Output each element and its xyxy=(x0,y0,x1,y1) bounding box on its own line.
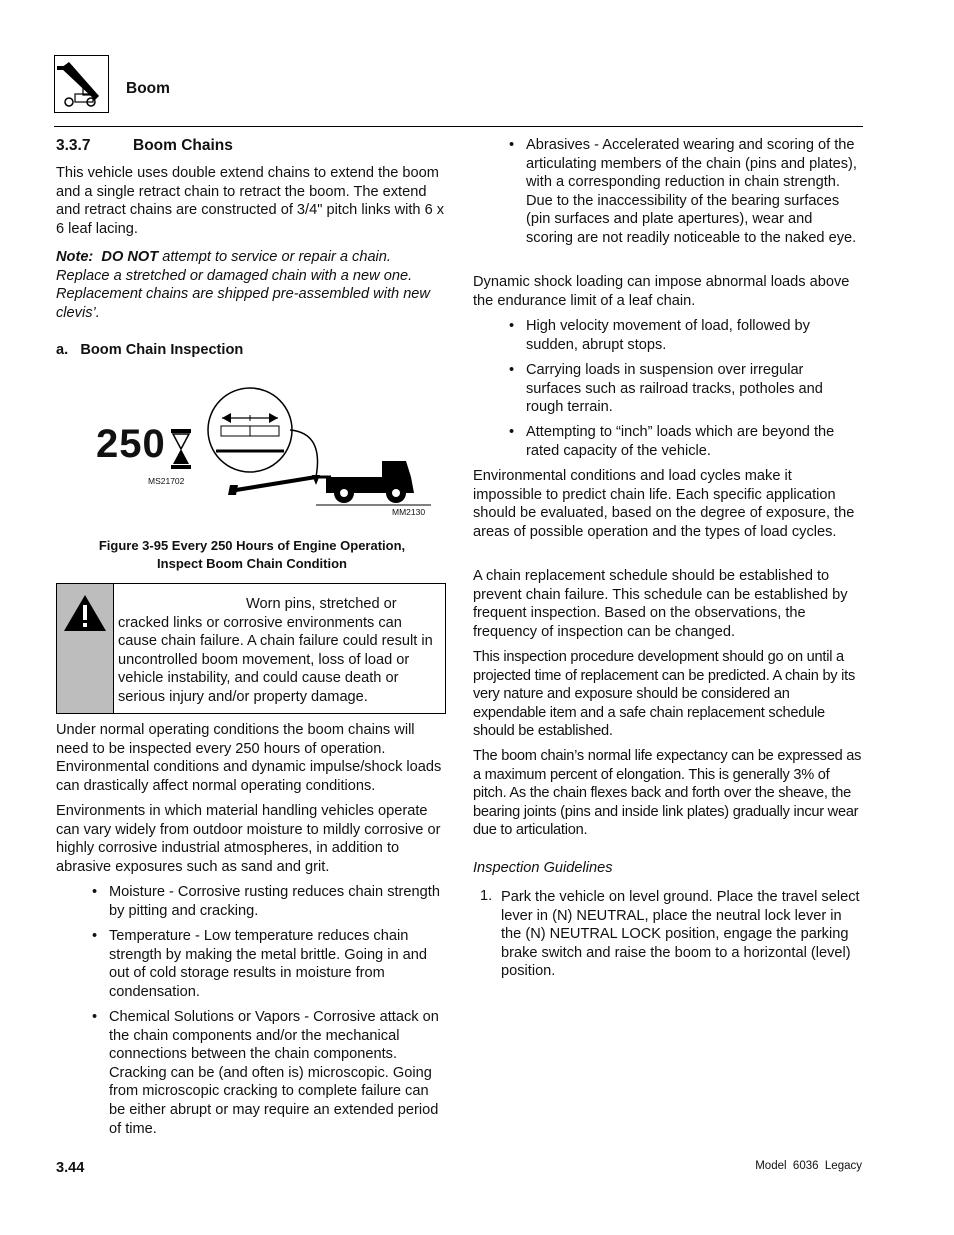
bullet-dot: • xyxy=(509,318,515,334)
boom-section-icon xyxy=(54,55,109,113)
procedure-paragraph: This inspection procedure development should go on until a projected time of replacement can be predicted. A chain by its very nature and exposure should be considered an expendable item and a safe chain replacement schedule should be established. xyxy=(473,649,856,740)
page-number: 3.44 xyxy=(56,1160,85,1176)
bullet-temperature xyxy=(92,927,447,1001)
bullet-dot: • xyxy=(509,424,515,440)
hours-label: 250 xyxy=(96,422,166,466)
note-do-not: DO NOT xyxy=(101,249,159,265)
bullet-dot: • xyxy=(509,362,515,378)
figure-caption-line-2: Inspect Boom Chain Condition xyxy=(157,555,347,571)
figure-caption-line-1: Figure 3-95 Every 250 Hours of Engine Operation, xyxy=(98,538,406,553)
note-label: Note: xyxy=(56,249,94,265)
header-title: Boom xyxy=(126,80,170,97)
warning-text: Worn pins, stretched or cracked links or corrosive environments can cause chain failure. A chain failure could result in uncontrolled boom movement, loss of load or vehicle instability, and could cause death or serious injury and/or property damage. xyxy=(118,596,433,705)
bullet-high-velocity-text: High velocity movement of load, followed by sudden, abrupt stops. xyxy=(526,318,810,353)
section-title: Boom Chains xyxy=(133,137,233,154)
environments-paragraph: Environments in which material handling vehicles operate can vary widely from outdoor moisture to mildly corrosive or highly corrosive industrial atmospheres, in addition to abrasive exposures such as sand and grit. xyxy=(56,803,441,875)
bullet-dot: • xyxy=(92,884,98,900)
chain-inspection-drawing xyxy=(206,385,436,510)
step-1-number: 1. xyxy=(480,888,493,904)
warning-triangle-icon xyxy=(63,594,107,632)
bullet-chemical xyxy=(92,1008,447,1138)
bullet-carrying-loads xyxy=(509,361,862,417)
bullet-temperature-text: Temperature - Low temperature reduces chain strength by making the metal brittle. Going in and out of cold storage results in moisture from condensation. xyxy=(109,928,427,1000)
header-rule xyxy=(54,126,863,127)
note-text: attempt to service or repair a chain. Replace a stretched or damaged chain with a new one. Replacement chains are shipped pre-assembled with new clevis’. xyxy=(56,249,430,321)
bullet-inch-loads-text: Attempting to “inch” loads which are beyond the rated capacity of the vehicle. xyxy=(526,424,835,459)
subheading-boom-chain-inspection: a. Boom Chain Inspection xyxy=(56,342,244,358)
model-label: Model 6036 Legacy xyxy=(755,1160,862,1172)
inspection-guidelines-heading: Inspection Guidelines xyxy=(473,860,613,876)
intro-paragraph: This vehicle uses double extend chains to extend the boom and a single retract chain to retract the boom. The extend and retract chains are constructed of 3/4" pitch links with 6 x 6 leaf lacing. xyxy=(56,165,445,237)
bullet-dot: • xyxy=(509,137,515,153)
figure-code-right: MM2130 xyxy=(392,507,426,517)
bullet-abrasives xyxy=(509,136,862,248)
bullet-abrasives-text: Abrasives - Accelerated wearing and scoring of the articulating members of the chain (pins and plates), with a corresponding reduction in chain strength. Due to the inaccessibility of the bearing surfaces (pin surfaces and plate apertures), wear and scoring are not readily noticeable to the naked eye. xyxy=(526,137,857,246)
bullet-moisture xyxy=(92,883,447,920)
warning-icon-panel xyxy=(57,584,114,713)
warning-box xyxy=(56,583,446,714)
figure-caption xyxy=(56,537,448,572)
step-1-text: Park the vehicle on level ground. Place the travel select lever in (N) NEUTRAL, place the neutral lock lever in the (N) NEUTRAL LOCK position, engage the parking brake switch and raise the boom to a horizontal (level) position. xyxy=(501,889,860,980)
shock-loading-paragraph: Dynamic shock loading can impose abnormal loads above the endurance limit of a leaf chain. xyxy=(473,274,850,309)
normal-conditions-paragraph: Under normal operating conditions the boom chains will need to be inspected every 250 hours of operation. Environmental conditions and dynamic impulse/shock loads can drastically affect normal operating conditions. xyxy=(56,722,442,794)
hourglass-icon xyxy=(170,428,192,470)
life-expectancy-paragraph: The boom chain’s normal life expectancy can be expressed as a maximum percent of elongation. This is generally 3% of pitch. As the chain flexes back and forth over the sheave, the bearing joints (pins and inside link plates) gradually incur wear due to articulation. xyxy=(473,748,862,839)
bullet-moisture-text: Moisture - Corrosive rusting reduces chain strength by pitting and cracking. xyxy=(109,884,440,919)
bullet-inch-loads xyxy=(509,423,862,460)
section-number: 3.3.7 xyxy=(56,137,91,154)
environmental-load-paragraph: Environmental conditions and load cycles make it impossible to predict chain life. Each specific application should be evaluated, based on the degree of exposure, the areas of possible operation and the types of load cycles. xyxy=(473,468,855,540)
figure-illustration xyxy=(56,380,448,525)
bullet-dot: • xyxy=(92,1009,98,1025)
figure-code-left: MS21702 xyxy=(148,476,185,486)
replacement-schedule-paragraph: A chain replacement schedule should be established to prevent chain failure. This schedule can be established by frequent inspection. Based on the observations, the frequency of inspection can be changed. xyxy=(473,568,848,640)
note-paragraph xyxy=(56,248,448,322)
bullet-carrying-loads-text: Carrying loads in suspension over irregular surfaces such as railroad tracks, potholes and rough terrain. xyxy=(526,362,823,416)
bullet-chemical-text: Chemical Solutions or Vapors - Corrosive attack on the chain components and/or the mechanical connections between the chain components. Cracking can be (and often is) microscopic. Going from microscopic cracking to complete failure can be either abrupt or may require an extended period of time. xyxy=(109,1009,439,1137)
bullet-dot: • xyxy=(92,928,98,944)
bullet-high-velocity xyxy=(509,317,862,354)
